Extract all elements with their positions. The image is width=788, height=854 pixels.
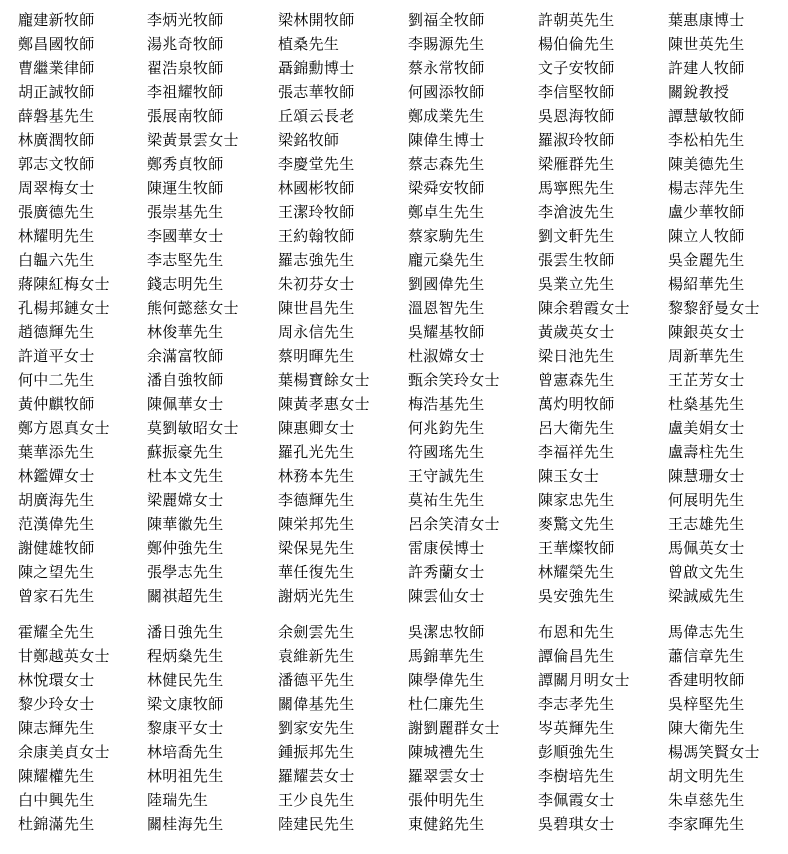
name-row [18,716,786,740]
name-cell: 林務本先生 [278,467,355,485]
name-cell: 白韞六先生 [18,251,95,269]
name-cell: 莫祐生先生 [408,491,485,509]
name-cell: 吳恩海牧師 [538,107,615,125]
name-row [18,668,786,692]
name-cell: 陳玉女士 [538,467,600,485]
name-cell: 趙德輝先生 [18,323,95,341]
name-cell: 符國瑤先生 [408,443,485,461]
name-cell: 杜本文先生 [147,467,224,485]
name-cell: 關偉基先生 [278,695,355,713]
name-cell: 何展明先生 [668,491,745,509]
name-cell: 羅淑玲牧師 [538,131,615,149]
name-cell: 麥驚文先生 [538,515,615,533]
name-cell: 梁文康牧師 [147,695,224,713]
name-row [18,152,786,176]
name-cell: 陳慧珊女士 [668,467,745,485]
name-cell: 東健銘先生 [408,815,485,833]
name-cell: 張廣德先生 [18,203,95,221]
name-cell: 陳黃孝惠女士 [278,395,370,413]
name-row [18,296,786,320]
name-cell: 陳之望先生 [18,563,95,581]
name-cell: 潘日強先生 [147,623,224,641]
name-cell: 梁舜安牧師 [408,179,485,197]
name-cell: 劉文軒先生 [538,227,615,245]
name-cell: 何兆鈞先生 [408,419,485,437]
name-cell: 王潔玲牧師 [278,203,355,221]
name-row [18,272,786,296]
name-cell: 周新華先生 [668,347,745,365]
name-cell: 鄭方恩真女士 [18,419,110,437]
name-cell: 林鑑嬋女士 [18,467,95,485]
name-cell: 陳城禮先生 [408,743,485,761]
name-cell: 甄余笑玲女士 [408,371,500,389]
name-row [18,104,786,128]
name-cell: 林明祖先生 [147,767,224,785]
name-cell: 周翠梅女士 [18,179,95,197]
name-cell: 杜錦滿先生 [18,815,95,833]
name-cell: 李志孝先生 [538,695,615,713]
name-cell: 黃歲英女士 [538,323,615,341]
name-cell: 吳耀基牧師 [408,323,485,341]
name-cell: 溫恩智先生 [408,299,485,317]
name-cell: 李信堅牧師 [538,83,615,101]
name-cell: 鄭秀貞牧師 [147,155,224,173]
name-cell: 鄭昌國牧師 [18,35,95,53]
name-cell: 馬偉志先生 [668,623,745,641]
name-cell: 梁黃景雲女士 [147,131,239,149]
name-row [18,692,786,716]
name-cell: 林培喬先生 [147,743,224,761]
name-cell: 羅翠雲女士 [408,767,485,785]
name-cell: 熊何懿慈女士 [147,299,239,317]
name-cell: 朱初芬女士 [278,275,355,293]
name-cell: 陳栄邦先生 [278,515,355,533]
name-cell: 彭順強先生 [538,743,615,761]
name-cell: 岑英輝先生 [538,719,615,737]
name-cell: 許道平女士 [18,347,95,365]
name-row [18,80,786,104]
name-cell: 余滿富牧師 [147,347,224,365]
name-cell: 張學志先生 [147,563,224,581]
name-cell: 關桂海先生 [147,815,224,833]
name-cell: 李祖耀牧師 [147,83,224,101]
name-cell: 李福祥先生 [538,443,615,461]
name-cell: 王約翰牧師 [278,227,355,245]
name-cell: 蔡永常牧師 [408,59,485,77]
name-cell: 曹繼業律師 [18,59,95,77]
name-cell: 杜淑嫦女士 [408,347,485,365]
name-cell: 陸建民先生 [278,815,355,833]
name-cell: 羅耀芸女士 [278,767,355,785]
name-row [18,224,786,248]
name-cell: 黎少玲女士 [18,695,95,713]
name-cell: 孔楊邦鏈女士 [18,299,110,317]
name-cell: 蔡志森先生 [408,155,485,173]
name-cell: 杜燊基先生 [668,395,745,413]
name-cell: 龐建新牧師 [18,11,95,29]
name-cell: 黎黎舒曼女士 [668,299,760,317]
name-cell: 王少良先生 [278,791,355,809]
name-cell: 林國彬牧師 [278,179,355,197]
name-cell: 盧少華牧師 [668,203,745,221]
name-row [18,560,786,584]
name-row [18,128,786,152]
name-cell: 李炳光牧師 [147,11,224,29]
name-cell: 梅浩基先生 [408,395,485,413]
name-cell: 香建明牧師 [668,671,745,689]
name-cell: 陳偉生博士 [408,131,485,149]
name-cell: 吳碧琪女士 [538,815,615,833]
name-cell: 呂余笑清女士 [408,515,500,533]
name-cell: 蕭信章先生 [668,647,745,665]
name-row [18,8,786,32]
name-cell: 袁維新先生 [278,647,355,665]
name-cell: 張崇基先生 [147,203,224,221]
name-cell: 楊紹華先生 [668,275,745,293]
name-cell: 龐元燊先生 [408,251,485,269]
name-cell: 陳耀權先生 [18,767,95,785]
name-cell: 胡正誠牧師 [18,83,95,101]
name-row [18,200,786,224]
name-cell: 曾憲森先生 [538,371,615,389]
name-cell: 胡文明先生 [668,767,745,785]
name-cell: 蘇振豪先生 [147,443,224,461]
name-cell: 梁麗嫦女士 [147,491,224,509]
name-cell: 劉家安先生 [278,719,355,737]
name-cell: 王志雄先生 [668,515,745,533]
name-cell: 陳銀英女士 [668,323,745,341]
name-cell: 李佩霞女士 [538,791,615,809]
name-cell: 華任復先生 [278,563,355,581]
name-row [18,536,786,560]
name-cell: 朱卓慈先生 [668,791,745,809]
name-cell: 梁日池先生 [538,347,615,365]
name-row [18,368,786,392]
name-cell: 李滄波先生 [538,203,615,221]
name-cell: 蔣陳紅梅女士 [18,275,110,293]
name-cell: 謝健雄牧師 [18,539,95,557]
name-cell: 陳家忠先生 [538,491,615,509]
name-cell: 許朝英先生 [538,11,615,29]
name-cell: 余劍雲先生 [278,623,355,641]
name-cell: 李賜源先生 [408,35,485,53]
name-cell: 張雲生牧師 [538,251,615,269]
name-cell: 李志堅先生 [147,251,224,269]
name-cell: 楊伯倫先生 [538,35,615,53]
name-cell: 甘鄭越英女士 [18,647,110,665]
name-cell: 曾啟文先生 [668,563,745,581]
names-section-2 [18,620,786,836]
name-cell: 錢志明先生 [147,275,224,293]
name-cell: 陳大衛先生 [668,719,745,737]
name-cell: 陳世昌先生 [278,299,355,317]
name-cell: 陳立人牧師 [668,227,745,245]
name-cell: 黎康平女士 [147,719,224,737]
name-cell: 梁誠威先生 [668,587,745,605]
name-cell: 萬灼明牧師 [538,395,615,413]
name-cell: 林健民先生 [147,671,224,689]
name-cell: 布恩和先生 [538,623,615,641]
name-row [18,620,786,644]
name-cell: 李慶堂先生 [278,155,355,173]
name-row [18,56,786,80]
name-cell: 陳運生牧師 [147,179,224,197]
name-cell: 馬佩英女士 [668,539,745,557]
name-cell: 陳志輝先生 [18,719,95,737]
name-cell: 葉楊寶餘女士 [278,371,370,389]
name-cell: 梁銘牧師 [278,131,340,149]
name-row [18,584,786,608]
name-cell: 鄭卓生先生 [408,203,485,221]
name-cell: 陸瑞先生 [147,791,209,809]
name-cell: 范漢偉先生 [18,515,95,533]
name-cell: 吳梓堅先生 [668,695,745,713]
name-row [18,812,786,836]
name-cell: 林俊華先生 [147,323,224,341]
name-cell: 葉惠康博士 [668,11,745,29]
name-row [18,440,786,464]
name-cell: 周永信先生 [278,323,355,341]
name-cell: 呂大衛先生 [538,419,615,437]
name-cell: 薛磐基先生 [18,107,95,125]
name-cell: 郭志文牧師 [18,155,95,173]
name-cell: 曾家石先生 [18,587,95,605]
name-cell: 劉福全牧師 [408,11,485,29]
name-cell: 陳學偉先生 [408,671,485,689]
name-cell: 陳華徽先生 [147,515,224,533]
name-row [18,740,786,764]
name-cell: 譚倫昌先生 [538,647,615,665]
name-cell: 羅志強先生 [278,251,355,269]
name-row [18,644,786,668]
name-cell: 鄭成業先生 [408,107,485,125]
name-row [18,788,786,812]
name-cell: 王華燦牧師 [538,539,615,557]
name-cell: 謝劉麗群女士 [408,719,500,737]
name-cell: 李德輝先生 [278,491,355,509]
name-cell: 林耀明先生 [18,227,95,245]
name-cell: 莫劉敏昭女士 [147,419,239,437]
name-cell: 葉華添先生 [18,443,95,461]
name-cell: 李松柏先生 [668,131,745,149]
name-cell: 文子安牧師 [538,59,615,77]
name-cell: 霍耀全先生 [18,623,95,641]
name-cell: 許秀蘭女士 [408,563,485,581]
name-cell: 楊志萍先生 [668,179,745,197]
name-row [18,416,786,440]
name-cell: 許建人牧師 [668,59,745,77]
name-cell: 杜仁廉先生 [408,695,485,713]
name-cell: 蔡家駒先生 [408,227,485,245]
name-cell: 黃仲麒牧師 [18,395,95,413]
name-cell: 翟浩泉牧師 [147,59,224,77]
name-cell: 何中二先生 [18,371,95,389]
section-divider [18,608,786,620]
name-cell: 陳惠卿女士 [278,419,355,437]
donor-names-table [18,8,786,836]
name-cell: 何國添牧師 [408,83,485,101]
name-cell: 關銳教授 [668,83,730,101]
name-cell: 雷康侯博士 [408,539,485,557]
name-cell: 張展南牧師 [147,107,224,125]
name-cell: 植桑先生 [278,35,340,53]
name-cell: 梁雁群先生 [538,155,615,173]
name-cell: 林廣潤牧師 [18,131,95,149]
name-cell: 鄭仲強先生 [147,539,224,557]
name-cell: 盧美娟女士 [668,419,745,437]
name-cell: 王芷芳女士 [668,371,745,389]
name-cell: 關祺超先生 [147,587,224,605]
name-cell: 李家暉先生 [668,815,745,833]
name-cell: 程炳燊先生 [147,647,224,665]
name-cell: 湯兆奇牧師 [147,35,224,53]
name-cell: 吳業立先生 [538,275,615,293]
name-cell: 陳世英先生 [668,35,745,53]
name-cell: 譚關月明女士 [538,671,630,689]
names-section-1 [18,8,786,608]
name-cell: 林耀榮先生 [538,563,615,581]
name-cell: 陳雲仙女士 [408,587,485,605]
name-cell: 羅孔光先生 [278,443,355,461]
name-cell: 謝炳光先生 [278,587,355,605]
name-cell: 陳余碧霞女士 [538,299,630,317]
name-cell: 李樹培先生 [538,767,615,785]
name-cell: 楊馮笑賢女士 [668,743,760,761]
name-cell: 張仲明先生 [408,791,485,809]
name-cell: 李國華女士 [147,227,224,245]
name-cell: 劉國偉先生 [408,275,485,293]
name-cell: 盧壽柱先生 [668,443,745,461]
name-cell: 丘頌云長老 [278,107,355,125]
name-cell: 吳潔忠牧師 [408,623,485,641]
name-cell: 胡廣海先生 [18,491,95,509]
name-cell: 梁保晃先生 [278,539,355,557]
name-row [18,344,786,368]
name-cell: 張志華牧師 [278,83,355,101]
name-row [18,392,786,416]
name-row [18,464,786,488]
name-row [18,764,786,788]
name-cell: 王守誠先生 [408,467,485,485]
name-cell: 白中興先生 [18,791,95,809]
name-cell: 陳佩華女士 [147,395,224,413]
name-row [18,512,786,536]
name-cell: 蔡明暉先生 [278,347,355,365]
name-row [18,320,786,344]
name-cell: 馬錦華先生 [408,647,485,665]
name-cell: 梁林開牧師 [278,11,355,29]
name-cell: 陳美德先生 [668,155,745,173]
name-row [18,488,786,512]
name-row [18,176,786,200]
name-cell: 余康美貞女士 [18,743,110,761]
name-cell: 譚慧敏牧師 [668,107,745,125]
name-cell: 馬寧熙先生 [538,179,615,197]
name-cell: 潘自強牧師 [147,371,224,389]
name-cell: 鍾振邦先生 [278,743,355,761]
name-cell: 吳安強先生 [538,587,615,605]
name-row [18,32,786,56]
name-cell: 吳金麗先生 [668,251,745,269]
name-cell: 林悅環女士 [18,671,95,689]
name-cell: 聶錦勳博士 [278,59,355,77]
name-row [18,248,786,272]
name-cell: 潘德平先生 [278,671,355,689]
